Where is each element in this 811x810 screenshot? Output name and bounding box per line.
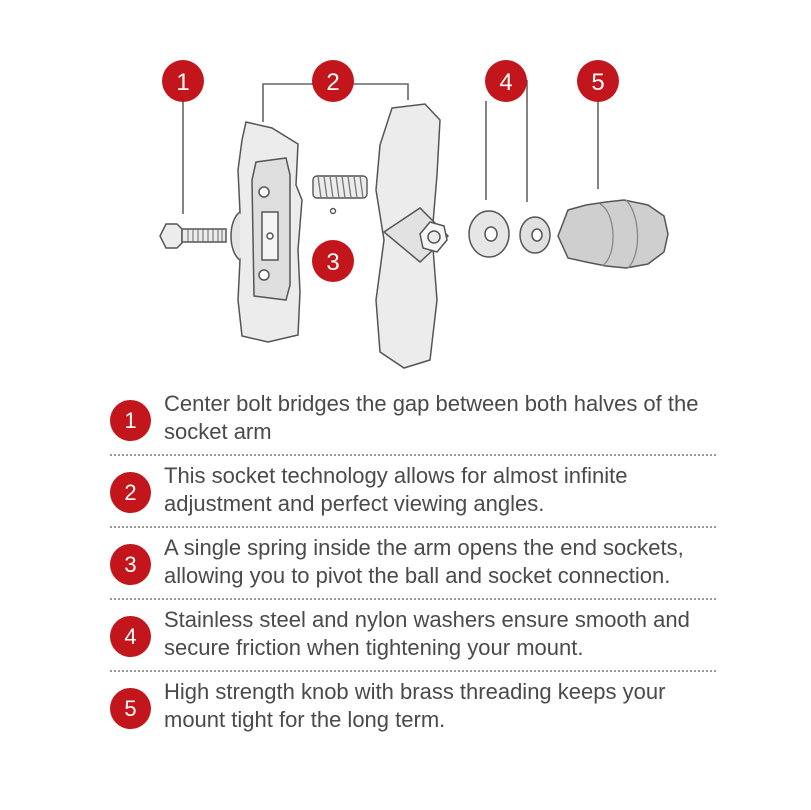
callout-1 <box>162 60 204 102</box>
legend-item-2 <box>110 456 716 526</box>
callout-2 <box>312 60 354 102</box>
callout-2-label: 2 <box>326 69 340 96</box>
exploded-parts-diagram <box>0 0 811 380</box>
callout-3 <box>312 240 354 282</box>
knob-part <box>558 200 668 268</box>
callout-4-label: 4 <box>499 69 513 96</box>
callout-5 <box>577 60 619 102</box>
legend-number-badge: 2 <box>110 472 151 513</box>
legend-description: Stainless steel and nylon washers ensure smooth and secure friction when tightening your mount. <box>164 607 690 660</box>
legend-description: This socket technology allows for almost infinite adjustment and perfect viewing angles. <box>164 463 628 516</box>
callout-3-label: 3 <box>326 249 340 276</box>
legend-description: Center bolt bridges the gap between both halves of the socket arm <box>164 391 699 444</box>
center-bolt-part <box>160 224 226 248</box>
parts-legend <box>110 384 716 742</box>
legend-description: A single spring inside the arm opens the end sockets, allowing you to pivot the ball and socket connection. <box>164 535 684 588</box>
washers-part <box>469 211 550 257</box>
legend-number-badge: 1 <box>110 400 151 441</box>
socket-arm-half-back <box>376 104 448 368</box>
legend-item-5 <box>110 672 716 742</box>
legend-number-badge: 4 <box>110 616 151 657</box>
socket-arm-half-front <box>231 122 302 342</box>
spring-part <box>313 176 367 214</box>
legend-item-4 <box>110 600 716 670</box>
callout-1-label: 1 <box>176 69 190 96</box>
legend-item-3 <box>110 528 716 598</box>
callout-5-label: 5 <box>591 69 605 96</box>
callout-4 <box>485 60 527 102</box>
legend-number-badge: 3 <box>110 544 151 585</box>
legend-number-badge: 5 <box>110 688 151 729</box>
legend-description: High strength knob with brass threading keeps your mount tight for the long term. <box>164 679 666 732</box>
legend-item-1 <box>110 384 716 454</box>
